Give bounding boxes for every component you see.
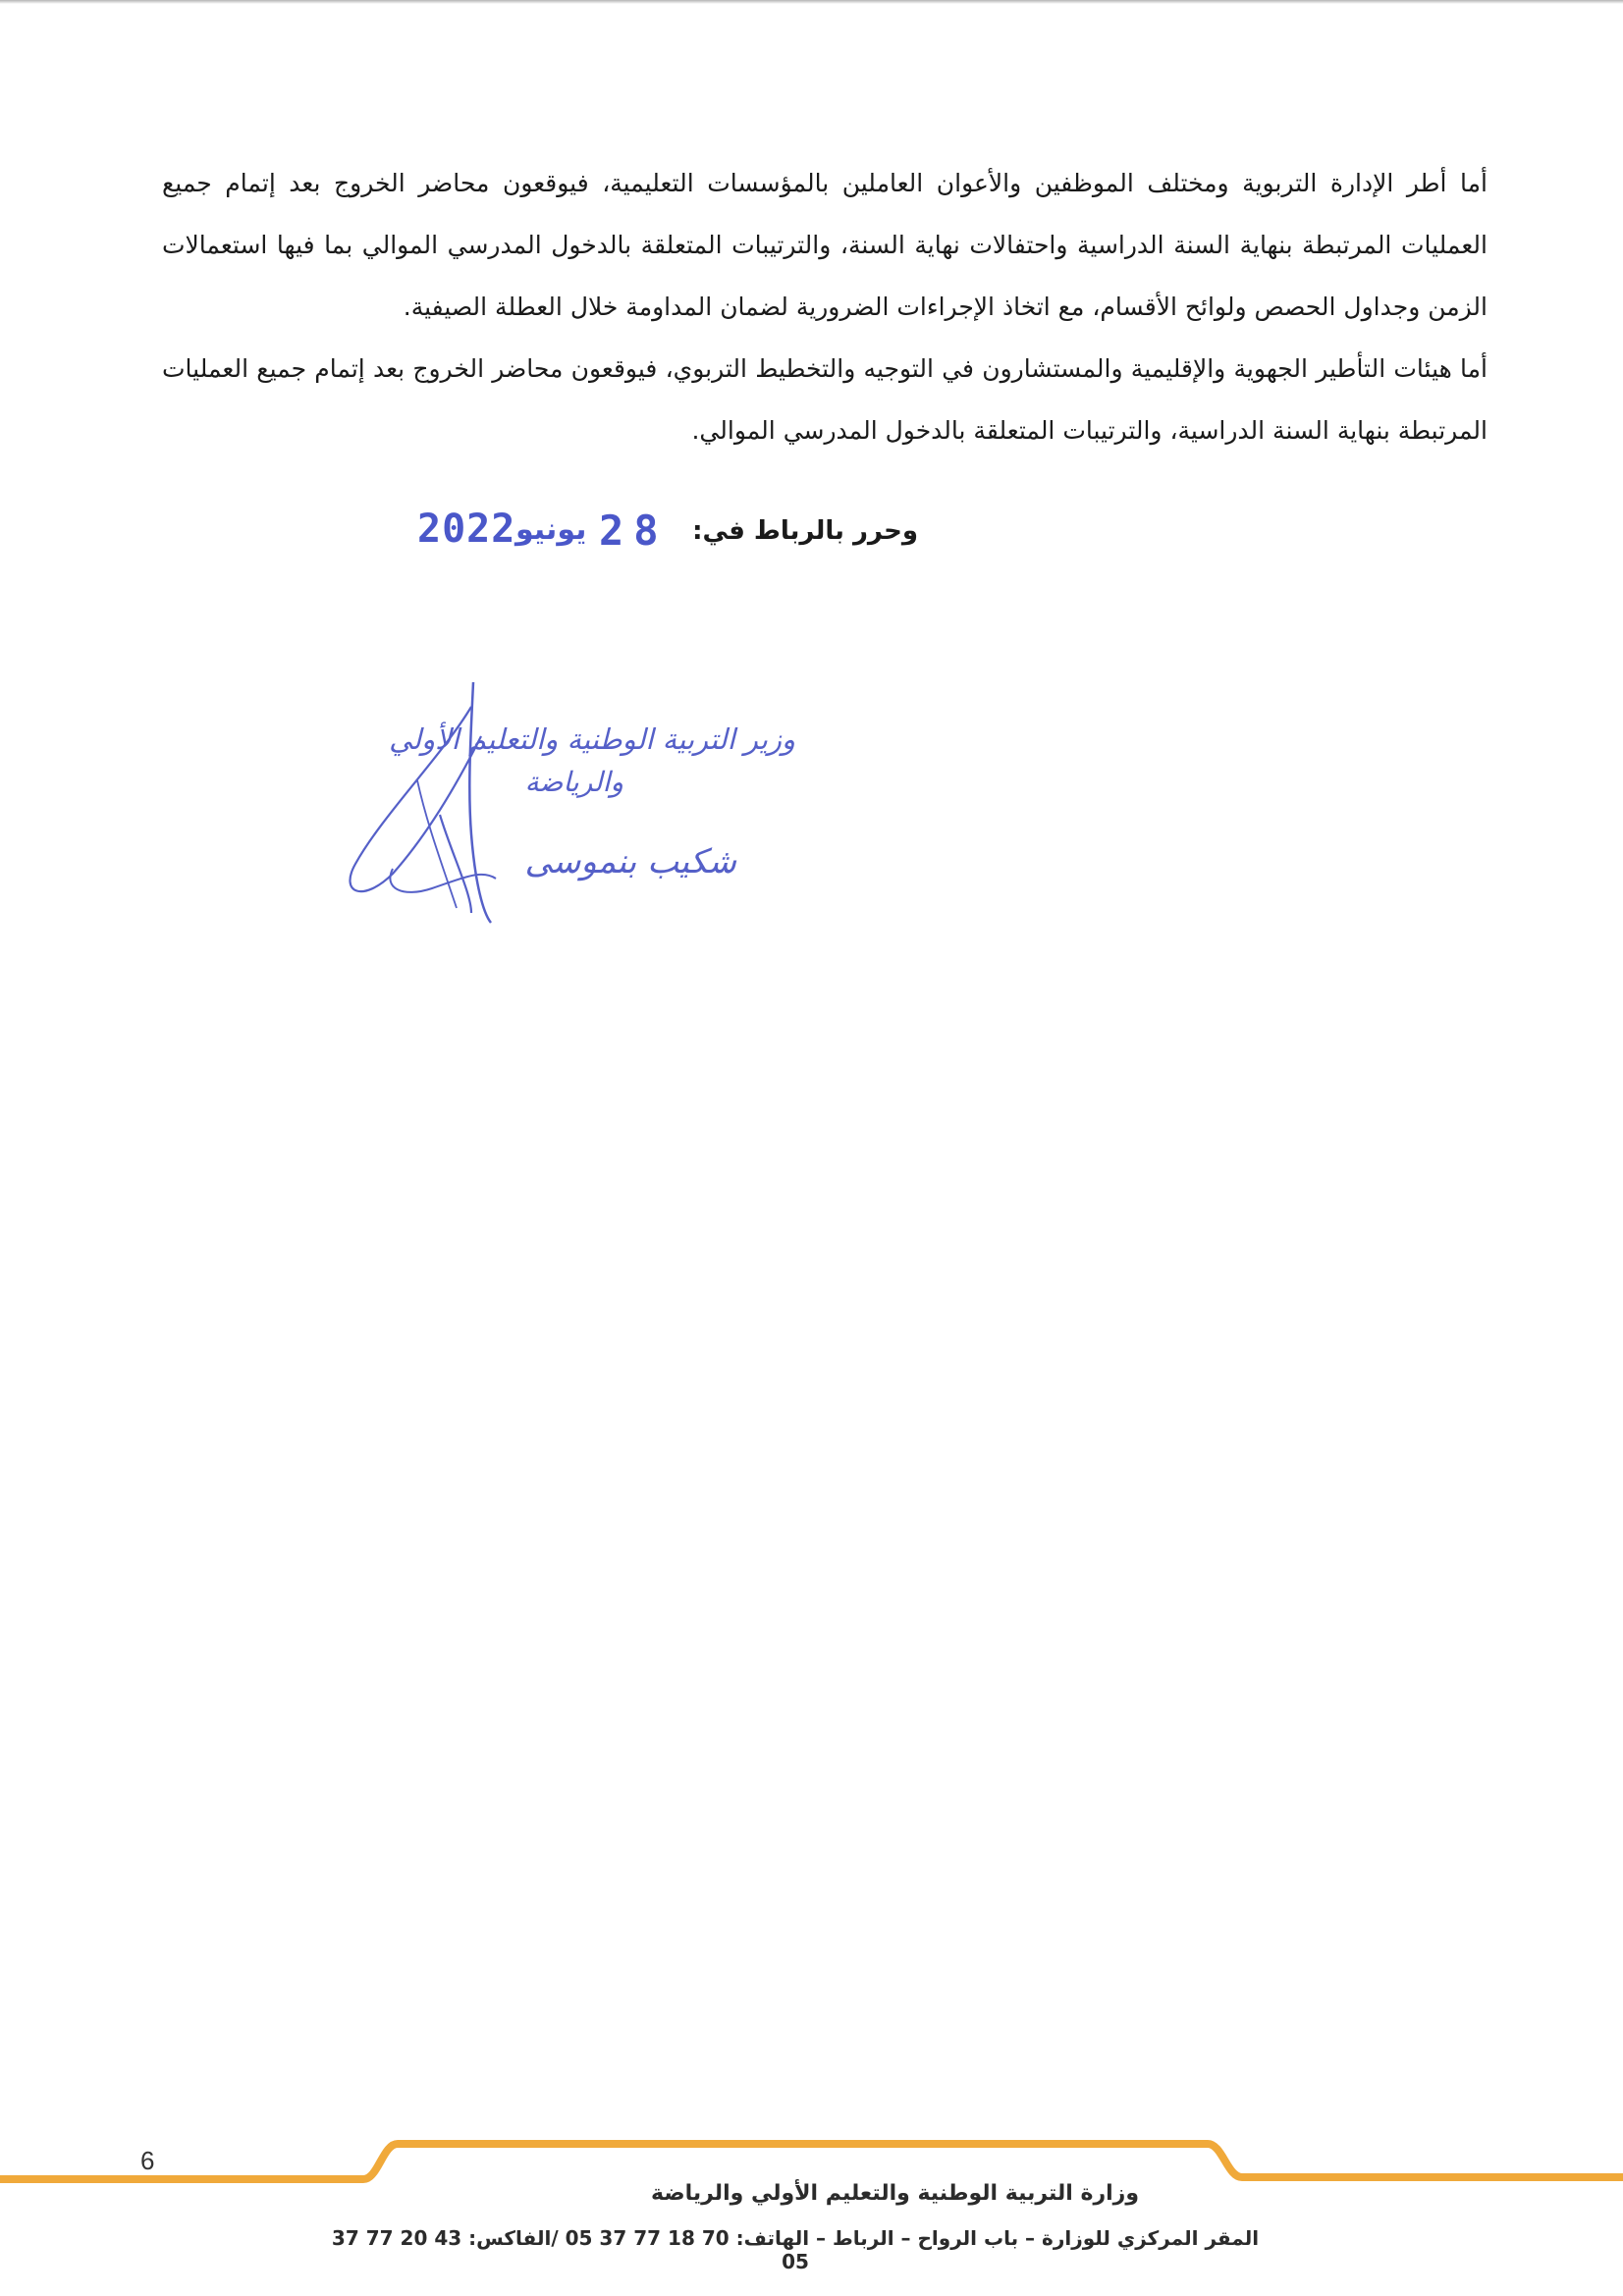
date-line — [407, 501, 918, 569]
paragraph-administration-staff: أما أطر الإدارة التربوية ومختلف الموظفين والأعوان العاملين بالمؤسسات التعليمية، فيوقعون محاضر الخروج بعد إتمام جميع العمليات المرتبطة بنهاية السنة الدراسية واحتفالات نهاية السنة، والترتيبات المتعلقة بالدخول المدرسي الموالي بما فيها استعمالات الزمن وجداول الحصص ولوائح الأقسام، مع اتخاذ الإجراءات الضرورية لضمان المداومة خلال العطلة الصيفية. — [162, 169, 1488, 321]
signature-name: شكيب بنموسى — [524, 842, 736, 881]
paragraph-supervision-bodies: أما هيئات التأطير الجهوية والإقليمية والمستشارون في التوجيه والتخطيط التربوي، فيوقعون محاضر الخروج بعد إتمام جميع العمليات المرتبطة بنهاية السنة الدراسية، والترتيبات المتعلقة بالدخول المدرسي الموالي. — [162, 354, 1488, 445]
signature-title-continued: والرياضة — [524, 766, 623, 798]
page-number: 6 — [140, 2146, 155, 2175]
page-top-edge — [0, 0, 1623, 4]
minister-signature-block — [324, 667, 795, 942]
date-label: وحرر بالرباط في: — [692, 516, 918, 546]
footer-address: المقر المركزي للوزارة – باب الرواح – الرباط – الهاتف: 70 18 77 37 05 /الفاكس: 43 20 77 37 05 — [331, 2226, 1260, 2273]
footer-ministry-name: وزارة التربية الوطنية والتعليم الأولي والرياضة — [651, 2181, 1139, 2206]
date-stamp-day: 28 — [599, 507, 669, 555]
handwritten-signature-strokes — [324, 667, 795, 942]
date-stamp-year: 2022 — [417, 507, 516, 552]
footer-decorative-band — [0, 2130, 1623, 2189]
signature-title: وزير التربية الوطنية والتعليم الأولي — [389, 722, 795, 756]
document-body — [162, 152, 1488, 461]
date-stamp-month: يونيو — [515, 512, 587, 547]
